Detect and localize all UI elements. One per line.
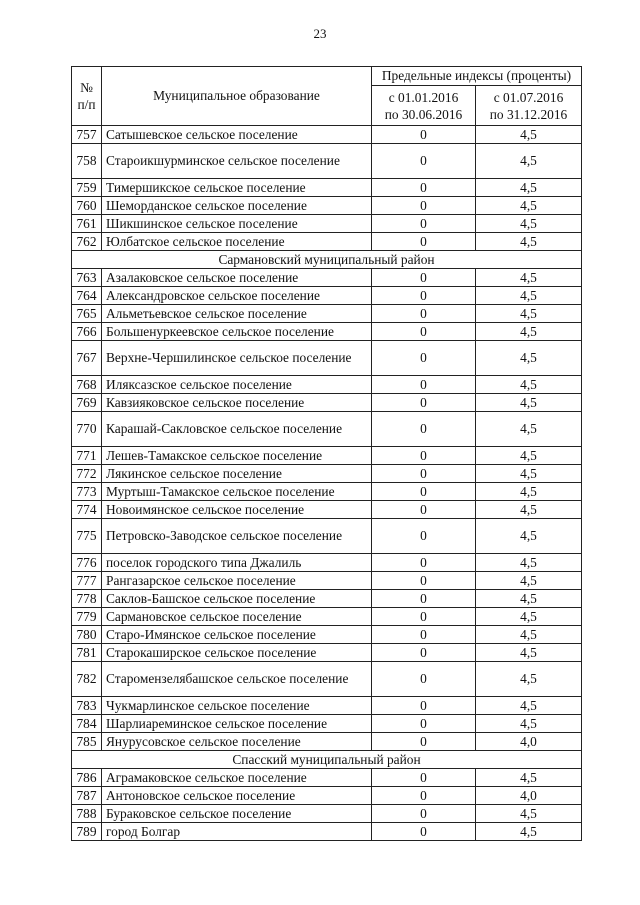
row-index-period-1: 0 [372, 465, 476, 483]
row-index-period-1: 0 [372, 662, 476, 697]
table-row [72, 179, 582, 197]
row-index-period-1: 0 [372, 715, 476, 733]
row-number: 766 [72, 323, 102, 341]
table-row [72, 483, 582, 501]
table-row [72, 323, 582, 341]
row-index-period-2: 4,5 [476, 341, 582, 376]
table-row [72, 197, 582, 215]
row-index-period-2: 4,5 [476, 715, 582, 733]
table-row [72, 233, 582, 251]
row-index-period-1: 0 [372, 483, 476, 501]
municipal-index-table [71, 66, 582, 841]
section-title: Спасский муниципальный район [72, 751, 582, 769]
table-row [72, 412, 582, 447]
row-municipality: Сатышевское сельское поселение [102, 126, 372, 144]
row-index-period-2: 4,5 [476, 501, 582, 519]
table-row [72, 305, 582, 323]
header-number-sub: п/п [77, 97, 96, 112]
row-number: 780 [72, 626, 102, 644]
row-municipality: Лякинское сельское поселение [102, 465, 372, 483]
row-number: 768 [72, 376, 102, 394]
row-number: 765 [72, 305, 102, 323]
row-municipality: Муртыш-Тамакское сельское поселение [102, 483, 372, 501]
row-index-period-2: 4,5 [476, 305, 582, 323]
row-index-period-2: 4,0 [476, 733, 582, 751]
row-number: 759 [72, 179, 102, 197]
row-index-period-1: 0 [372, 608, 476, 626]
row-index-period-1: 0 [372, 323, 476, 341]
header-period-2-to: по 31.12.2016 [489, 106, 568, 122]
row-number: 777 [72, 572, 102, 590]
row-index-period-1: 0 [372, 412, 476, 447]
row-number: 789 [72, 823, 102, 841]
row-number: 784 [72, 715, 102, 733]
row-number: 769 [72, 394, 102, 412]
row-municipality: Старокаширское сельское поселение [102, 644, 372, 662]
row-index-period-1: 0 [372, 554, 476, 572]
row-index-period-2: 4,5 [476, 697, 582, 715]
row-municipality: Шарлиареминское сельское поселение [102, 715, 372, 733]
row-number: 774 [72, 501, 102, 519]
row-index-period-2: 4,5 [476, 465, 582, 483]
row-municipality: Староикшурминское сельское поселение [102, 144, 372, 179]
row-municipality: Альметьевское сельское поселение [102, 305, 372, 323]
row-index-period-2: 4,5 [476, 233, 582, 251]
table-row [72, 394, 582, 412]
header-number-sign: № [80, 80, 93, 95]
row-index-period-2: 4,5 [476, 126, 582, 144]
row-index-period-2: 4,5 [476, 626, 582, 644]
row-number: 778 [72, 590, 102, 608]
row-municipality: Рангазарское сельское поселение [102, 572, 372, 590]
row-index-period-1: 0 [372, 126, 476, 144]
row-municipality: Верхне-Чершилинское сельское поселение [102, 341, 372, 376]
row-municipality: Александровское сельское поселение [102, 287, 372, 305]
row-municipality: Янурусовское сельское поселение [102, 733, 372, 751]
row-municipality: Иляксазское сельское поселение [102, 376, 372, 394]
table-row [72, 269, 582, 287]
row-municipality: Саклов-Башское сельское поселение [102, 590, 372, 608]
table-row [72, 697, 582, 715]
row-number: 781 [72, 644, 102, 662]
row-index-period-1: 0 [372, 787, 476, 805]
row-index-period-2: 4,0 [476, 787, 582, 805]
row-municipality: Шикшинское сельское поселение [102, 215, 372, 233]
row-index-period-2: 4,5 [476, 376, 582, 394]
row-index-period-2: 4,5 [476, 197, 582, 215]
table-row [72, 144, 582, 179]
row-index-period-2: 4,5 [476, 823, 582, 841]
row-number: 786 [72, 769, 102, 787]
row-index-period-1: 0 [372, 197, 476, 215]
row-number: 783 [72, 697, 102, 715]
row-index-period-2: 4,5 [476, 215, 582, 233]
row-municipality: Шеморданское сельское поселение [102, 197, 372, 215]
table-row [72, 715, 582, 733]
table-row [72, 572, 582, 590]
row-index-period-1: 0 [372, 233, 476, 251]
header-limit-indexes: Предельные индексы (проценты) [372, 67, 582, 86]
row-number: 779 [72, 608, 102, 626]
row-municipality: Азалаковское сельское поселение [102, 269, 372, 287]
header-municipality: Муниципальное образование [102, 67, 372, 126]
section-title: Сармановский муниципальный район [72, 251, 582, 269]
row-number: 761 [72, 215, 102, 233]
row-index-period-2: 4,5 [476, 447, 582, 465]
row-municipality: Антоновское сельское поселение [102, 787, 372, 805]
row-index-period-1: 0 [372, 697, 476, 715]
table-row [72, 787, 582, 805]
row-index-period-2: 4,5 [476, 572, 582, 590]
row-municipality: город Болгар [102, 823, 372, 841]
table-row [72, 554, 582, 572]
row-number: 772 [72, 465, 102, 483]
row-number: 788 [72, 805, 102, 823]
row-index-period-1: 0 [372, 572, 476, 590]
row-index-period-2: 4,5 [476, 269, 582, 287]
table-row [72, 341, 582, 376]
row-index-period-2: 4,5 [476, 608, 582, 626]
row-municipality: Чукмарлинское сельское поселение [102, 697, 372, 715]
row-municipality: Кавзияковское сельское поселение [102, 394, 372, 412]
row-index-period-1: 0 [372, 179, 476, 197]
row-index-period-1: 0 [372, 305, 476, 323]
table-row [72, 805, 582, 823]
table-row [72, 823, 582, 841]
row-municipality: Старо-Имянское сельское поселение [102, 626, 372, 644]
table-row [72, 519, 582, 554]
row-index-period-1: 0 [372, 215, 476, 233]
section-row [72, 251, 582, 269]
row-number: 770 [72, 412, 102, 447]
row-index-period-1: 0 [372, 626, 476, 644]
row-index-period-1: 0 [372, 269, 476, 287]
table-row [72, 644, 582, 662]
row-municipality: Старомензелябашское сельское поселение [102, 662, 372, 697]
row-number: 760 [72, 197, 102, 215]
row-municipality: Лешев-Тамакское сельское поселение [102, 447, 372, 465]
table-row [72, 626, 582, 644]
table-body [72, 126, 582, 841]
row-number: 762 [72, 233, 102, 251]
row-number: 757 [72, 126, 102, 144]
row-index-period-1: 0 [372, 644, 476, 662]
row-index-period-1: 0 [372, 769, 476, 787]
row-index-period-2: 4,5 [476, 323, 582, 341]
row-index-period-2: 4,5 [476, 805, 582, 823]
row-number: 775 [72, 519, 102, 554]
row-number: 787 [72, 787, 102, 805]
table-row [72, 769, 582, 787]
row-number: 771 [72, 447, 102, 465]
section-row [72, 751, 582, 769]
row-index-period-1: 0 [372, 733, 476, 751]
row-municipality: Большенуркеевское сельское поселение [102, 323, 372, 341]
row-index-period-2: 4,5 [476, 179, 582, 197]
row-index-period-2: 4,5 [476, 644, 582, 662]
table-row [72, 287, 582, 305]
row-municipality: Карашай-Сакловское сельское поселение [102, 412, 372, 447]
table-row [72, 501, 582, 519]
header-period-1-to: по 30.06.2016 [384, 106, 463, 122]
row-municipality: Новоимянское сельское поселение [102, 501, 372, 519]
table-row [72, 608, 582, 626]
row-index-period-1: 0 [372, 519, 476, 554]
row-municipality: Сармановское сельское поселение [102, 608, 372, 626]
row-index-period-2: 4,5 [476, 519, 582, 554]
table-row [72, 590, 582, 608]
row-index-period-1: 0 [372, 144, 476, 179]
table-row [72, 126, 582, 144]
table-row [72, 465, 582, 483]
header-period-1 [372, 86, 476, 126]
row-number: 767 [72, 341, 102, 376]
row-number: 763 [72, 269, 102, 287]
row-index-period-1: 0 [372, 376, 476, 394]
row-municipality: поселок городского типа Джалиль [102, 554, 372, 572]
row-index-period-1: 0 [372, 590, 476, 608]
row-index-period-1: 0 [372, 287, 476, 305]
row-index-period-1: 0 [372, 823, 476, 841]
header-period-2-from: с 01.07.2016 [493, 89, 564, 105]
row-index-period-2: 4,5 [476, 483, 582, 501]
row-index-period-1: 0 [372, 805, 476, 823]
header-period-1-from: с 01.01.2016 [388, 89, 459, 105]
row-index-period-2: 4,5 [476, 394, 582, 412]
row-index-period-2: 4,5 [476, 769, 582, 787]
row-index-period-1: 0 [372, 394, 476, 412]
table-row [72, 215, 582, 233]
page-number: 23 [313, 26, 327, 41]
row-index-period-2: 4,5 [476, 590, 582, 608]
row-index-period-2: 4,5 [476, 554, 582, 572]
row-index-period-1: 0 [372, 501, 476, 519]
table-header [72, 67, 582, 126]
table-row [72, 447, 582, 465]
row-number: 776 [72, 554, 102, 572]
table-row [72, 733, 582, 751]
row-number: 758 [72, 144, 102, 179]
row-index-period-2: 4,5 [476, 412, 582, 447]
row-municipality: Аграмаковское сельское поселение [102, 769, 372, 787]
row-municipality: Петровско-Заводское сельское поселение [102, 519, 372, 554]
row-municipality: Тимершикское сельское поселение [102, 179, 372, 197]
row-index-period-2: 4,5 [476, 144, 582, 179]
row-index-period-1: 0 [372, 341, 476, 376]
row-index-period-2: 4,5 [476, 287, 582, 305]
row-number: 773 [72, 483, 102, 501]
table-row [72, 376, 582, 394]
row-municipality: Бураковское сельское поселение [102, 805, 372, 823]
row-number: 764 [72, 287, 102, 305]
row-index-period-2: 4,5 [476, 662, 582, 697]
row-number: 785 [72, 733, 102, 751]
header-number [72, 67, 102, 126]
table-row [72, 662, 582, 697]
row-municipality: Юлбатское сельское поселение [102, 233, 372, 251]
row-number: 782 [72, 662, 102, 697]
header-period-2 [476, 86, 582, 126]
row-index-period-1: 0 [372, 447, 476, 465]
